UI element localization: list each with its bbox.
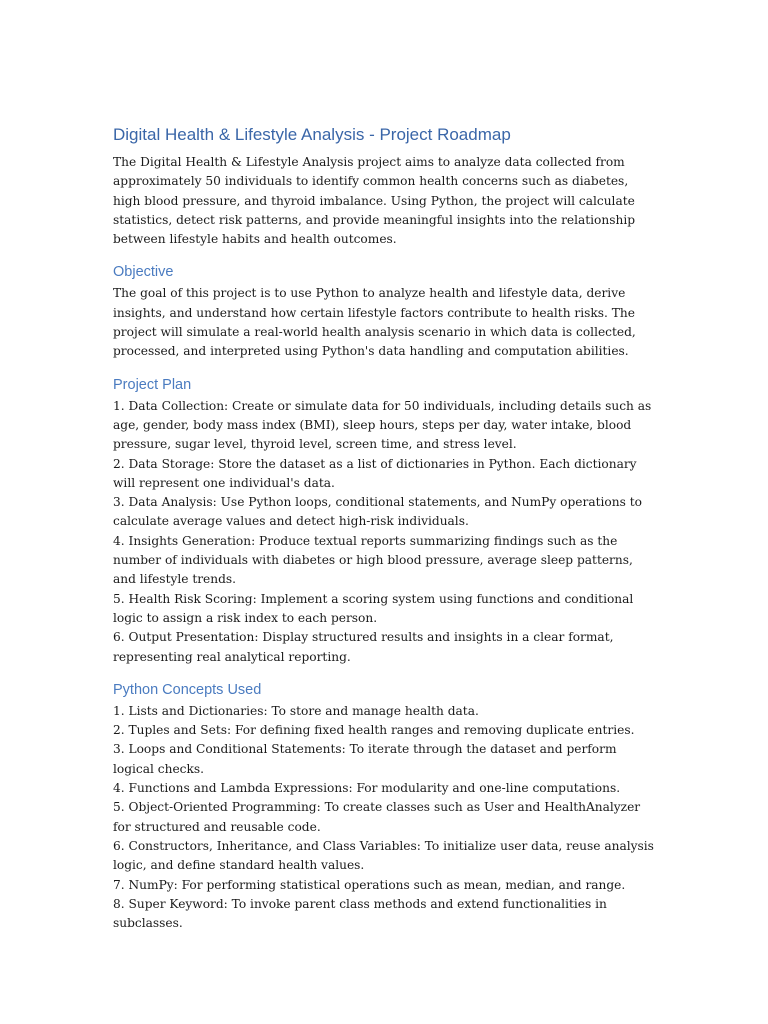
project-plan-heading: Project Plan — [113, 376, 192, 393]
concept-item: 5. Object-Oriented Programming: To create classes such as User and HealthAnalyzer for structured and reusable code. — [113, 800, 641, 834]
plan-item: 6. Output Presentation: Display structured results and insights in a clear format, representing real analytical reporting. — [113, 630, 614, 664]
objective-heading: Objective — [113, 264, 174, 281]
concept-item: 8. Super Keyword: To invoke parent class methods and extend functionalities in subclasses. — [113, 896, 607, 931]
plan-item: 1. Data Collection: Create or simulate data for 50 individuals, including details such as age, gender, body mass index (BMI), sleep hours, steps per day, water intake, blood pressure, sugar level, thyroid level, screen time, and stress level. — [113, 398, 652, 452]
concept-item: 2. Tuples and Sets: For defining fixed health ranges and removing duplicate entries. — [113, 723, 635, 738]
intro-paragraph: The Digital Health & Lifestyle Analysis project aims to analyze data collected from approximately 50 individuals to identify common health concerns such as diabetes, high blood pressure, and thyroid imbalance. Using Python, the project will calculate statistics, detect risk patterns, and provide meaningful insights into the relationship between lifestyle habits and health outcomes. — [113, 155, 636, 247]
plan-item: 3. Data Analysis: Use Python loops, conditional statements, and NumPy operations to calculate average values and detect high-risk individuals. — [113, 495, 642, 529]
plan-item: 5. Health Risk Scoring: Implement a scoring system using functions and conditional logic to assign a risk index to each person. — [113, 591, 634, 625]
concept-item: 3. Loops and Conditional Statements: To iterate through the dataset and perform logical checks. — [113, 742, 617, 776]
project-plan-list — [113, 397, 658, 667]
concept-item: 6. Constructors, Inheritance, and Class Variables: To initialize user data, reuse analysis logic, and define standard health values. — [113, 838, 654, 873]
python-concepts-list — [113, 702, 658, 934]
document-title: Digital Health & Lifestyle Analysis - Project Roadmap — [113, 125, 511, 144]
document-page — [113, 123, 658, 933]
python-concepts-heading: Python Concepts Used — [113, 681, 262, 698]
concept-item: 1. Lists and Dictionaries: To store and manage health data. — [113, 703, 479, 718]
concept-item: 7. NumPy: For performing statistical operations such as mean, median, and range. — [113, 877, 626, 892]
plan-item: 4. Insights Generation: Produce textual reports summarizing findings such as the number of individuals with diabetes or high blood pressure, average sleep patterns, and lifestyle trends. — [113, 533, 633, 587]
plan-item: 2. Data Storage: Store the dataset as a list of dictionaries in Python. Each dictionary will represent one individual's data. — [113, 456, 637, 490]
concept-item: 4. Functions and Lambda Expressions: For modularity and one-line computations. — [113, 781, 621, 796]
objective-paragraph: The goal of this project is to use Python to analyze health and lifestyle data, derive insights, and understand how certain lifestyle factors contribute to health risks. The project will simulate a real-world health analysis scenario in which data is collected, processed, and interpreted using Python's data handling and computation abilities. — [113, 286, 636, 359]
